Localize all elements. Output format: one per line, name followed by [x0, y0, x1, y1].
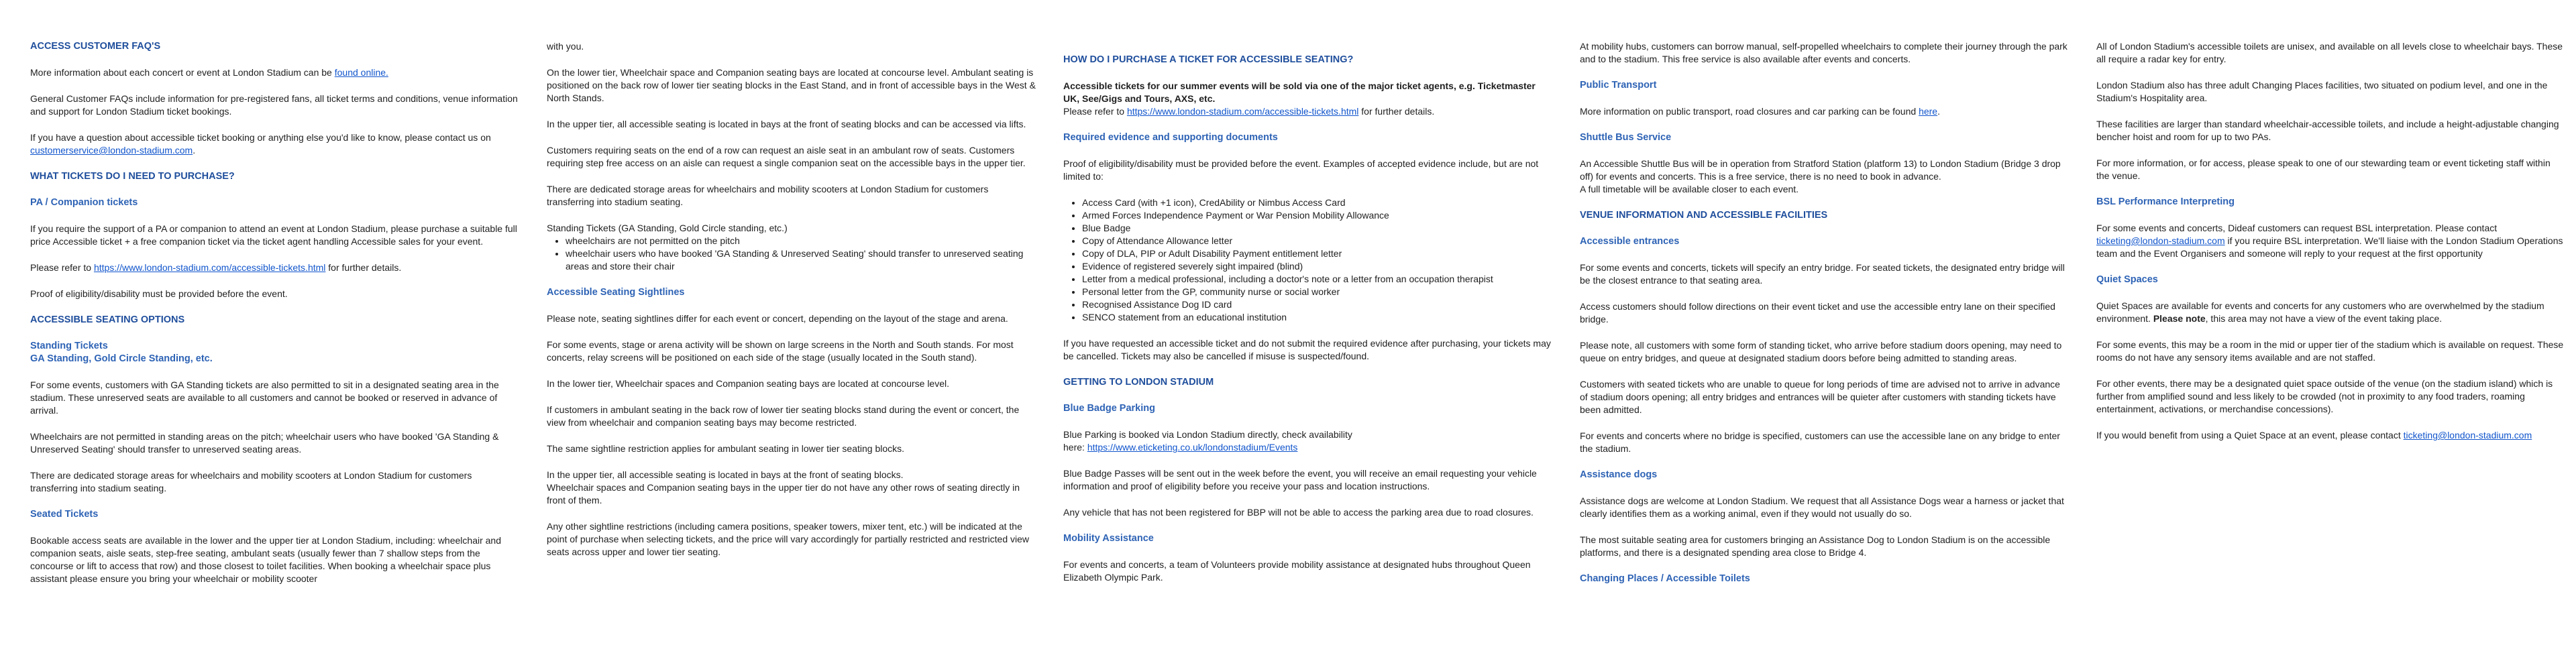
dogs-paragraph-1: Assistance dogs are welcome at London Stadium. We request that all Assistance Dogs wear a harness or jacket that clearly identifies them as a working animal, even if they would not usually do so.: [1580, 495, 2064, 519]
page-column-4: [1580, 40, 2070, 599]
seated-paragraph: Bookable access seats are available in the lower and the upper tier at London Stadium, including: wheelchair and companion seats, aisle seats, step-free seating, ambulant seats (usually fewer than 7 shallow steps from the concourse or lift to access that row) and those closest to toilet facilities. When booking a wheelchair space plus assistant please ensure you bring your wheelchair or mobility scooter: [30, 535, 501, 584]
list-item: • Letter from a medical professional, including a doctor's note or a letter from an occupation therapist: [1082, 273, 1553, 286]
standing-tickets-text: Standing Tickets (GA Standing, Gold Circle standing, etc.): [547, 223, 788, 233]
dogs-paragraph-2: The most suitable seating area for customers bringing an Assistance Dog to London Stadium is on the accessible platforms, and there is a designated spending area close to Bridge 4.: [1580, 534, 2051, 558]
list-item: • Evidence of registered severely sight impaired (blind): [1082, 260, 1553, 273]
evidence-bullet-list: [1063, 196, 1553, 324]
entrance-paragraph-5: For events and concerts where no bridge is specified, customers can use the accessible lane on any bridge to enter the stadium.: [1580, 430, 2060, 454]
quiet-paragraph-3: For other events, there may be a designated quiet space outside of the venue (on the stadium island) which is further from amplified sound and less likely to be crowded (not in proximity to any food traders, roaming entertainment, activations, or merchandise concessions).: [2096, 378, 2553, 414]
public-transport-link[interactable]: here: [1919, 106, 1938, 117]
subheading-sightlines: Accessible Seating Sightlines: [547, 287, 685, 298]
heading-getting-to-stadium: GETTING TO LONDON STADIUM: [1063, 377, 1214, 388]
page-column-5: [2096, 40, 2566, 455]
subheading-evidence: Required evidence and supporting documents: [1063, 132, 1278, 143]
subheading-changing-places: Changing Places / Accessible Toilets: [1580, 573, 1750, 584]
list-item: • Blue Badge: [1082, 222, 1553, 235]
accessible-tickets-link[interactable]: https://www.london-stadium.com/accessible-tickets.html: [93, 262, 326, 273]
purchase-paragraph: Accessible tickets for our summer events will be sold via one of the major ticket agents, e.g. Ticketmaster UK, See/Gigs and Tours, AXS, etc. Please refer to https://www.london-stadium.com/accessible-tickets.html for further details.: [1063, 80, 1536, 117]
list-item: • SENCO statement from an educational institution: [1082, 311, 1553, 324]
list-item: • wheelchair users who have booked 'GA Standing & Unreserved Seating' should transfer to unreserved seating areas and store their chair: [566, 247, 1036, 273]
blue-badge-paragraph: Blue Parking is booked via London Stadium directly, check availability here: https://www.eticketing.co.uk/londonstadium/Events: [1063, 429, 1352, 453]
quiet-paragraph-2: For some events, this may be a room in the mid or upper tier of the stadium which is available on request. These rooms do not have any sensory items available and are not staffed.: [2096, 339, 2564, 363]
list-item: • Copy of Attendance Allowance letter: [1082, 235, 1553, 247]
storage-paragraph: There are dedicated storage areas for wheelchairs and mobility scooters at London Stadium for customers transferring into stadium seating.: [547, 184, 989, 207]
heading-access-faqs: ACCESS CUSTOMER FAQ'S: [30, 41, 161, 52]
sightline-paragraph-7: Any other sightline restrictions (including camera positions, speaker towers, mixer tent, etc.) will be indicated at the point of purchase when selecting tickets, and the price will vary accordingly for partially restricted and restricted view seats across upper and lower tier seating.: [547, 521, 1029, 557]
ticketing-email-link[interactable]: ticketing@london-stadium.com: [2403, 430, 2532, 440]
mobility-hubs-paragraph: At mobility hubs, customers can borrow manual, self-propelled wheelchairs to complete their journey through the park and to the stadium. This free service is also available after events and concerts.: [1580, 41, 2068, 64]
general-faq-paragraph: General Customer FAQs include information for pre-registered fans, all ticket terms and conditions, venue information and support for London Stadium ticket bookings.: [30, 93, 518, 117]
sightline-paragraph-6: In the upper tier, all accessible seating is located in bays at the front of seating blocks. Wheelchair spaces and Companion seating bays in the upper tier do not have any other rows of seating directly in front of them.: [547, 469, 1020, 506]
subheading-standing-types: GA Standing, Gold Circle Standing, etc.: [30, 353, 213, 364]
with-you-text: with you.: [547, 41, 584, 52]
page-column-1: [30, 40, 520, 599]
entrance-paragraph-4: Customers with seated tickets who are unable to queue for long periods of time are advised not to arrive in advance of stadium doors opening; all entry bridges and entrances will be quieter after customers with standing tickets have been admitted.: [1580, 379, 2060, 415]
sightline-paragraph-1: Please note, seating sightlines differ for each event or concert, depending on the layout of the stage and arena.: [547, 313, 1008, 324]
sightline-paragraph-4: If customers in ambulant seating in the back row of lower tier seating blocks stand during the event or concert, the view from wheelchair and companion seating bays may become restricted.: [547, 404, 1020, 428]
pa-paragraph: If you require the support of a PA or companion to attend an event at London Stadium, please purchase a suitable full price Accessible ticket + a free companion ticket via the ticket agent handling Accessible sales for your event.: [30, 223, 517, 247]
subheading-shuttle-bus: Shuttle Bus Service: [1580, 132, 1672, 143]
page-column-3: [1063, 54, 1553, 597]
entrance-paragraph-3: Please note, all customers with some form of standing ticket, who arrive before stadium doors opening, may need to queue on entry bridges, and queue at designated stadium doors before being admitted to standing areas.: [1580, 340, 2062, 363]
subheading-seated-tickets: Seated Tickets: [30, 509, 99, 520]
shuttle-paragraph: An Accessible Shuttle Bus will be in operation from Stratford Station (platform 13) to London Stadium (Bridge 3 drop off) for events and concerts. This is a free service, there is no need to book in advance. A full timetable will be available closer to each event.: [1580, 158, 2061, 194]
contact-paragraph: If you have a question about accessible ticket booking or anything else you'd like to know, please contact us on customerservice@london-stadium.com.: [30, 132, 491, 156]
sightline-paragraph-3: In the lower tier, Wheelchair spaces and Companion seating bays are located at concourse level.: [547, 378, 950, 389]
subheading-assistance-dogs: Assistance dogs: [1580, 469, 1658, 480]
mobility-paragraph: For events and concerts, a team of Volunteers provide mobility assistance at designated hubs throughout Queen Elizabeth Olympic Park.: [1063, 559, 1531, 583]
subheading-standing-tickets: Standing Tickets: [30, 341, 108, 351]
toilets-paragraph: All of London Stadium's accessible toilets are unisex, and available on all levels close to wheelchair bays. These all require a radar key for entry.: [2096, 41, 2563, 64]
refer-paragraph: Please refer to https://www.london-stadium.com/accessible-tickets.html for further details.: [30, 262, 402, 273]
bsl-paragraph: For some events and concerts, Dideaf customers can request BSL interpretation. Please contact ticketing@london-stadium.com if you require BSL interpretation. We'll liaise with the London Stadium Operations team and the Event Organisers and someone will reply to your request at the first opportunity: [2096, 223, 2563, 259]
subheading-mobility-assistance: Mobility Assistance: [1063, 533, 1154, 544]
accessible-tickets-link[interactable]: https://www.london-stadium.com/accessible-tickets.html: [1126, 106, 1359, 117]
eticketing-link[interactable]: https://www.eticketing.co.uk/londonstadium/Events: [1087, 442, 1298, 453]
subheading-quiet-spaces: Quiet Spaces: [2096, 274, 2158, 285]
public-transport-paragraph: More information on public transport, road closures and car parking can be found here.: [1580, 106, 1940, 117]
entrance-paragraph-2: Access customers should follow directions on their event ticket and use the accessible entry lane on their specified bridge.: [1580, 301, 2055, 325]
page-column-2: [547, 40, 1036, 572]
more-info-paragraph: For more information, or for access, please speak to one of our stewarding team or event ticketing staff within the venue.: [2096, 158, 2551, 181]
changing-places-paragraph: London Stadium also has three adult Changing Places facilities, two situated on podium level, and one in the Stadium's Hospitality area.: [2096, 80, 2548, 103]
subheading-pa-companion: PA / Companion tickets: [30, 197, 138, 208]
evidence-paragraph: Proof of eligibility/disability must be provided before the event. Examples of accepted evidence include, but are not limited to:: [1063, 158, 1539, 182]
list-item: • Armed Forces Independence Payment or War Pension Mobility Allowance: [1082, 209, 1553, 222]
quiet-paragraph-1: Quiet Spaces are available for events and concerts for any customers who are overwhelmed by the stadium environment. Please note, this area may not have a view of the event taking place.: [2096, 300, 2544, 324]
facilities-paragraph: These facilities are larger than standard wheelchair-accessible toilets, and include a height-adjustable changing bencher hoist and room for up to two PAs.: [2096, 119, 2559, 142]
list-item: • Personal letter from the GP, community nurse or social worker: [1082, 286, 1553, 298]
list-item: • wheelchairs are not permitted on the pitch: [566, 235, 1036, 247]
blue-badge-passes-paragraph: Blue Badge Passes will be sent out in the week before the event, you will receive an email requesting your vehicle information and proof of eligibility before you receive your pass and location instructions.: [1063, 468, 1537, 491]
customer-service-email-link[interactable]: customerservice@london-stadium.com: [30, 145, 193, 156]
proof-paragraph: Proof of eligibility/disability must be provided before the event.: [30, 288, 288, 299]
list-item: • Copy of DLA, PIP or Adult Disability Payment entitlement letter: [1082, 247, 1553, 260]
subheading-public-transport: Public Transport: [1580, 80, 1657, 91]
heading-what-tickets: WHAT TICKETS DO I NEED TO PURCHASE?: [30, 171, 235, 182]
unregistered-vehicle-paragraph: Any vehicle that has not been registered for BBP will not be able to access the parking area due to road closures.: [1063, 507, 1534, 518]
list-item: • Access Card (with +1 icon), CredAbility or Nimbus Access Card: [1082, 196, 1553, 209]
entrance-paragraph-1: For some events and concerts, tickets will specify an entry bridge. For seated tickets, the designated entry bridge will be the closest entrance to that seating area.: [1580, 262, 2065, 286]
heading-how-to-purchase: HOW DO I PURCHASE A TICKET FOR ACCESSIBLE SEATING?: [1063, 54, 1354, 65]
standing-paragraph-1: For some events, customers with GA Standing tickets are also permitted to sit in a designated seating area in the stadium. These unreserved seats are available to all customers and cannot be booked or reserved in advance of arrival.: [30, 379, 499, 416]
upper-tier-paragraph: In the upper tier, all accessible seating is located in bays at the front of seating blocks and can be accessed via lifts.: [547, 119, 1026, 129]
cancellation-paragraph: If you have requested an accessible ticket and do not submit the required evidence after purchasing, your tickets may be cancelled. Tickets may also be cancelled if misuse is suspected/found.: [1063, 338, 1551, 361]
list-item: • Recognised Assistance Dog ID card: [1082, 298, 1553, 311]
subheading-blue-badge: Blue Badge Parking: [1063, 403, 1155, 414]
heading-seating-options: ACCESSIBLE SEATING OPTIONS: [30, 314, 185, 325]
subheading-bsl: BSL Performance Interpreting: [2096, 196, 2235, 207]
subheading-accessible-entrances: Accessible entrances: [1580, 236, 1680, 247]
ticketing-email-link[interactable]: ticketing@london-stadium.com: [2096, 235, 2225, 246]
sightline-paragraph-2: For some events, stage or arena activity will be shown on large screens in the North and South stands. For most concerts, relay screens will be positioned on each side of the stage (usually located in the South stand).: [547, 339, 1014, 363]
heading-venue-information: VENUE INFORMATION AND ACCESSIBLE FACILITIES: [1580, 210, 1828, 221]
standing-paragraph-2: Wheelchairs are not permitted in standing areas on the pitch; wheelchair users who have booked 'GA Standing & Unreserved Seating' should transfer to unreserved seating areas.: [30, 431, 499, 455]
storage-paragraph: There are dedicated storage areas for wheelchairs and mobility scooters at London Stadium for customers transferring into stadium seating.: [30, 470, 472, 493]
quiet-paragraph-4: If you would benefit from using a Quiet Space at an event, please contact ticketing@london-stadium.com: [2096, 430, 2532, 440]
standing-bullet-list: [547, 235, 1036, 273]
sightline-paragraph-5: The same sightline restriction applies for ambulant seating in lower tier seating blocks.: [547, 443, 905, 454]
lower-tier-paragraph: On the lower tier, Wheelchair space and Companion seating bays are located at concourse level. Ambulant seating is positioned on the back row of lower tier seating blocks in the East Stand, and in front of accessible bays in the West & North Stands.: [547, 67, 1036, 103]
faq-intro-paragraph: More information about each concert or event at London Stadium can be found online.: [30, 67, 388, 78]
found-online-link[interactable]: found online.: [334, 67, 388, 78]
aisle-seat-paragraph: Customers requiring seats on the end of a row can request an aisle seat in an ambulant row of seats. Customers requiring step free access on an aisle can request a single companion seat on the accessible bays in the upper tier.: [547, 145, 1026, 168]
